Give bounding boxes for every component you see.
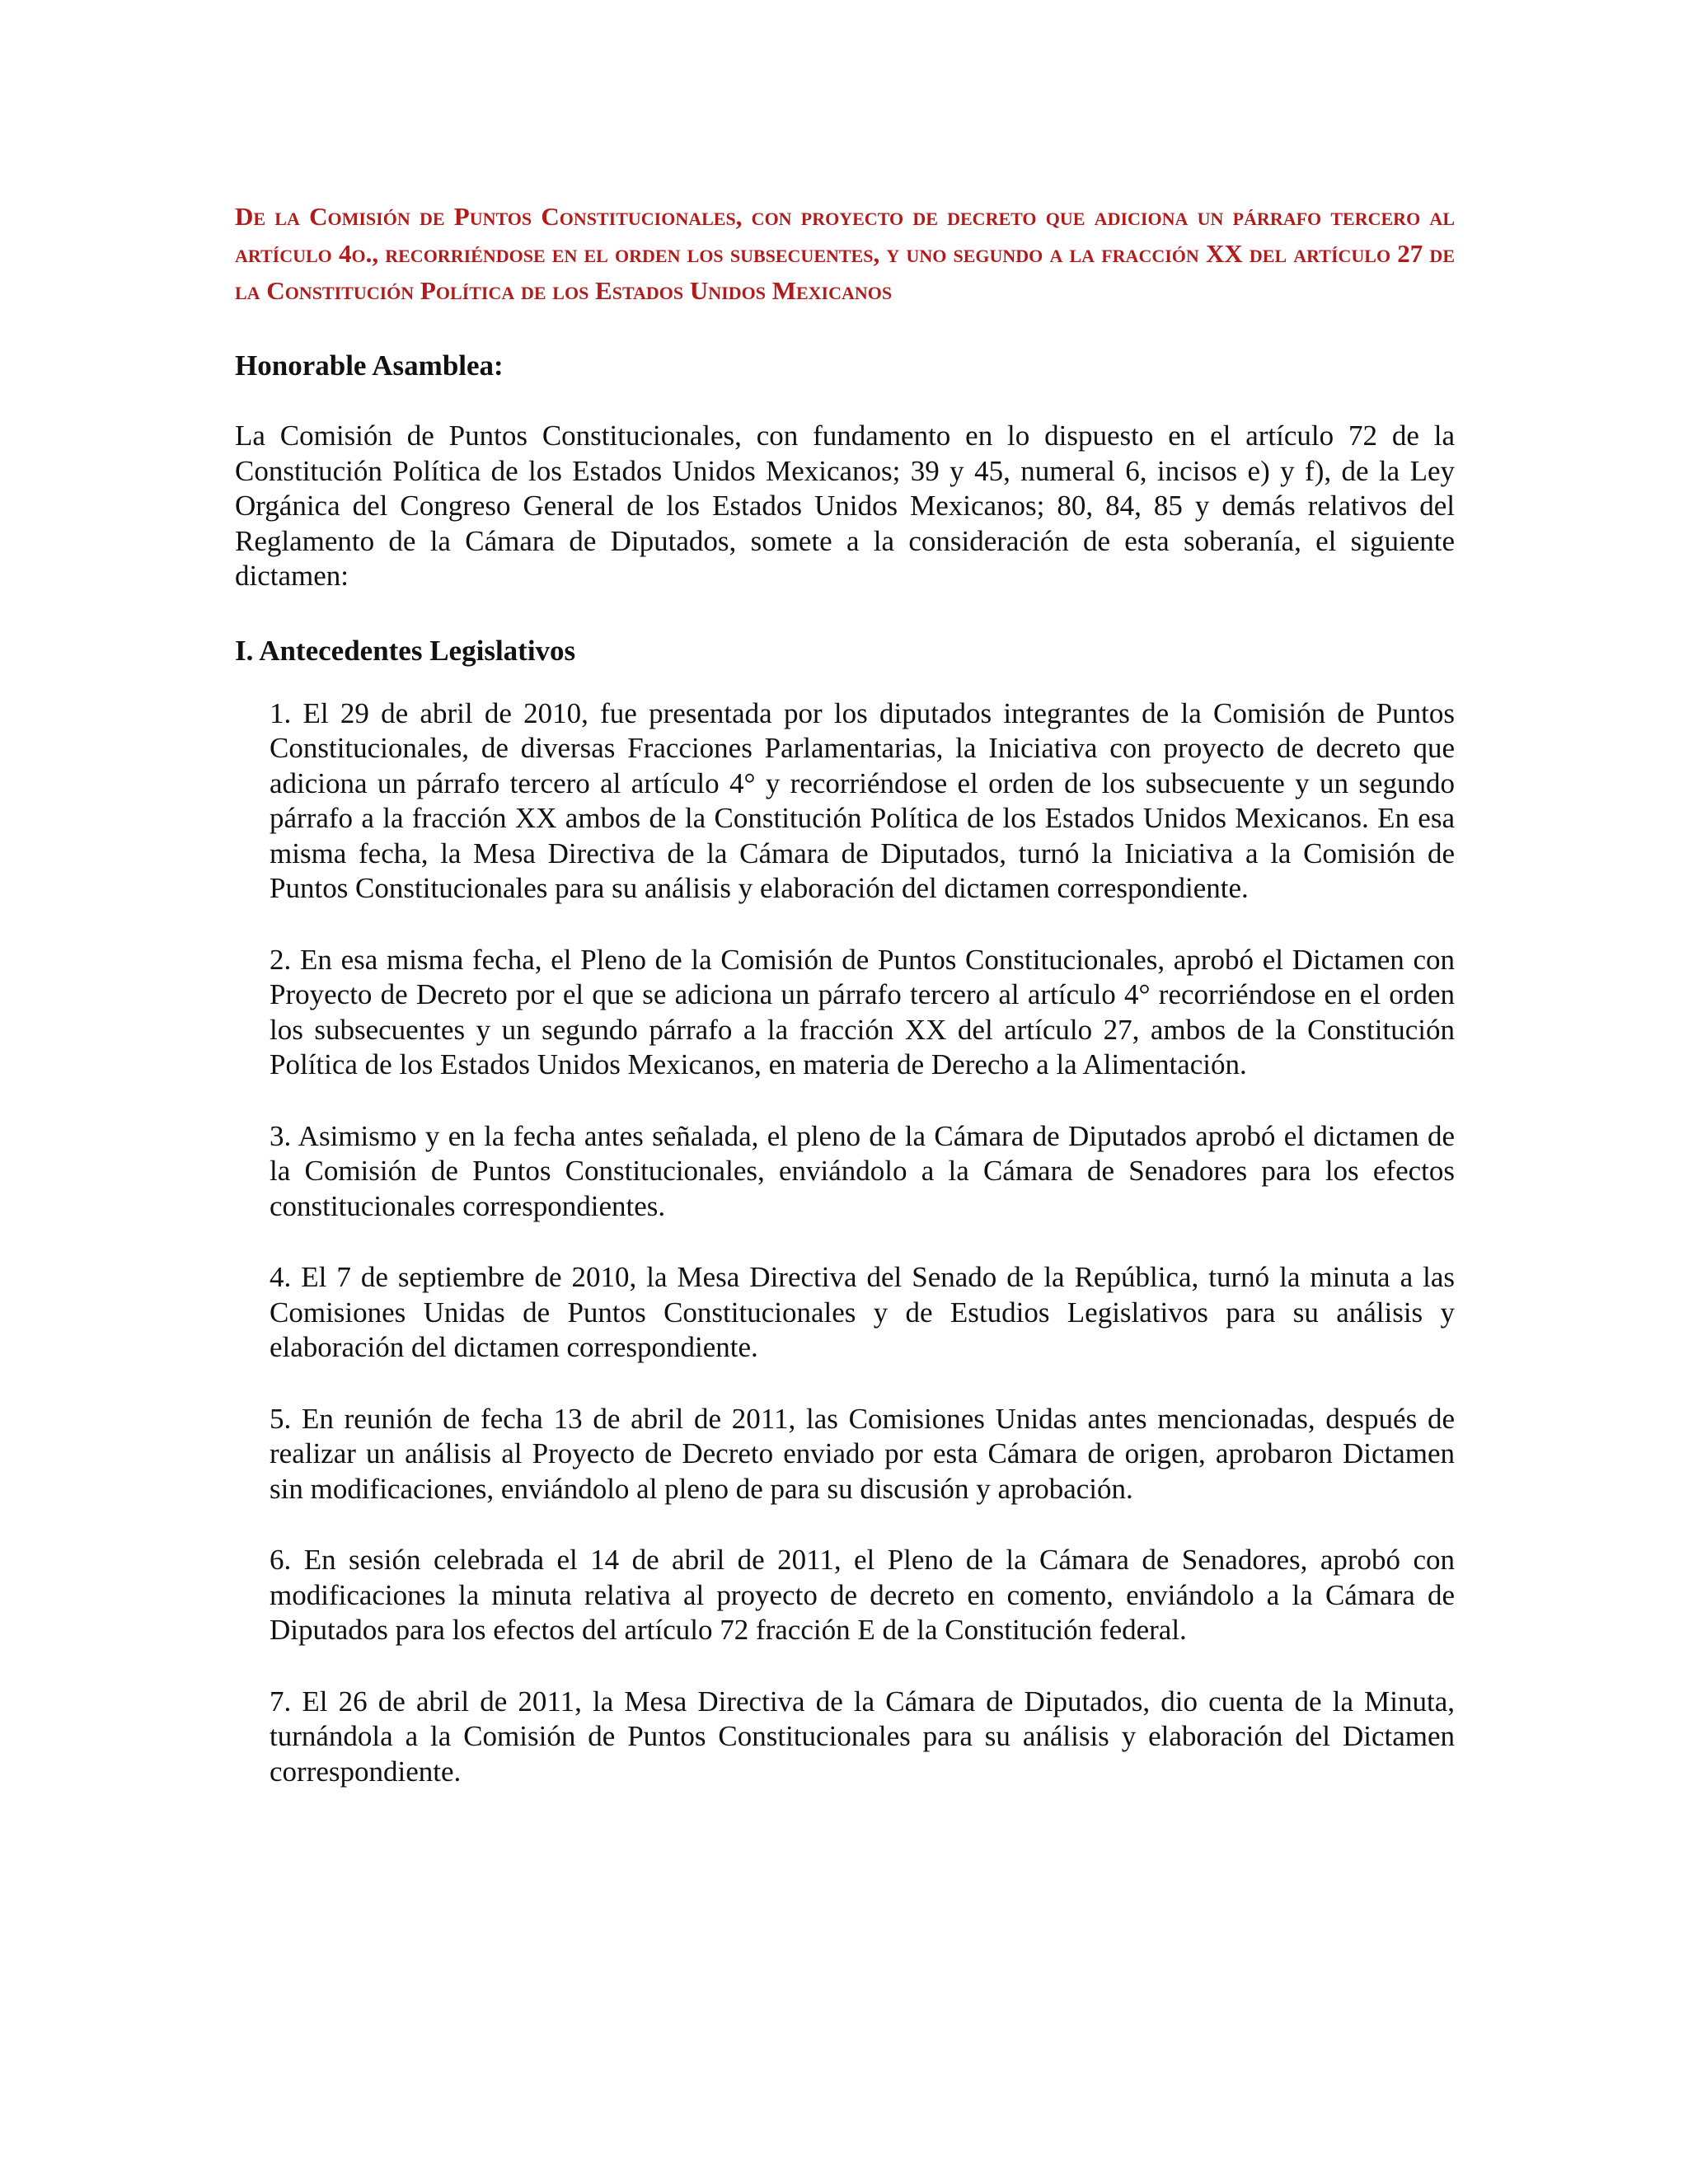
antecedent-item-7: 7. El 26 de abril de 2011, la Mesa Directiva de la Cámara de Diputados, dio cuenta de la Minuta, turnándola a la Comisión de Puntos Constitucionales para su análisis y elaboración del Dictamen correspondiente. xyxy=(270,1685,1455,1788)
antecedent-item-5: 5. En reunión de fecha 13 de abril de 2011, las Comisiones Unidas antes mencionadas, después de realizar un análisis al Proyecto de Decreto enviado por esta Cámara de origen, aprobaron Dictamen sin modificaciones, enviándolo al pleno de para su discusión y aprobación. xyxy=(270,1402,1455,1505)
document-page xyxy=(235,198,1455,1825)
antecedent-item-6: 6. En sesión celebrada el 14 de abril de 2011, el Pleno de la Cámara de Senadores, aprobó con modificaciones la minuta relativa al proyecto de decreto en comento, enviándolo a la Cámara de Diputados para los efectos del artículo 72 fracción E de la Constitución federal. xyxy=(270,1544,1455,1646)
greeting: Honorable Asamblea: xyxy=(235,349,504,382)
antecedent-item-2: 2. En esa misma fecha, el Pleno de la Comisión de Puntos Constitucionales, aprobó el Dictamen con Proyecto de Decreto por el que se adiciona un párrafo tercero al artículo 4° recorriéndose en el orden los subsecuentes y un segundo párrafo a la fracción XX del artículo 27, ambos de la Constitución Política de los Estados Unidos Mexicanos, en materia de Derecho a la Alimentación. xyxy=(270,943,1455,1080)
antecedent-item-1: 1. El 29 de abril de 2010, fue presentada por los diputados integrantes de la Comisión de Puntos Constitucionales, de diversas Fracciones Parlamentarias, la Iniciativa con proyecto de decreto que adiciona un párrafo tercero al artículo 4° y recorriéndose el orden de los subsecuente y un segundo párrafo a la fracción XX ambos de la Constitución Política de los Estados Unidos Mexicanos. En esa misma fecha, la Mesa Directiva de la Cámara de Diputados, turnó la Iniciativa a la Comisión de Puntos Constitucionales para su análisis y elaboración del dictamen correspondiente. xyxy=(270,696,1455,904)
section-heading: I. Antecedentes Legislativos xyxy=(235,634,576,667)
antecedent-item-3: 3. Asimismo y en la fecha antes señalada, el pleno de la Cámara de Diputados aprobó el dictamen de la Comisión de Puntos Constitucionales, enviándolo a la Cámara de Senadores para los efectos constitucionales correspondientes. xyxy=(270,1119,1455,1222)
intro-paragraph: La Comisión de Puntos Constitucionales, con fundamento en lo dispuesto en el artículo 72 de la Constitución Política de los Estados Unidos Mexicanos; 39 y 45, numeral 6, incisos e) y f), de la Ley Orgánica del Congreso General de los Estados Unidos Mexicanos; 80, 84, 85 y demás relativos del Reglamento de la Cámara de Diputados, somete a la consideración de esta soberanía, el siguiente dictamen: xyxy=(235,419,1455,592)
document-title: De la Comisión de Puntos Constitucionales, con proyecto de decreto que adiciona un párrafo tercero al artículo 4o., recorriéndose en el orden los subsecuentes, y uno segundo a la fracción XX del artículo 27 de la Constitución Política de los Estados Unidos Mexicanos xyxy=(235,202,1455,305)
antecedents-list xyxy=(270,696,1455,1790)
antecedent-item-4: 4. El 7 de septiembre de 2010, la Mesa Directiva del Senado de la República, turnó la minuta a las Comisiones Unidas de Puntos Constitucionales y de Estudios Legislativos para su análisis y elaboración del dictamen correspondiente. xyxy=(270,1261,1455,1363)
